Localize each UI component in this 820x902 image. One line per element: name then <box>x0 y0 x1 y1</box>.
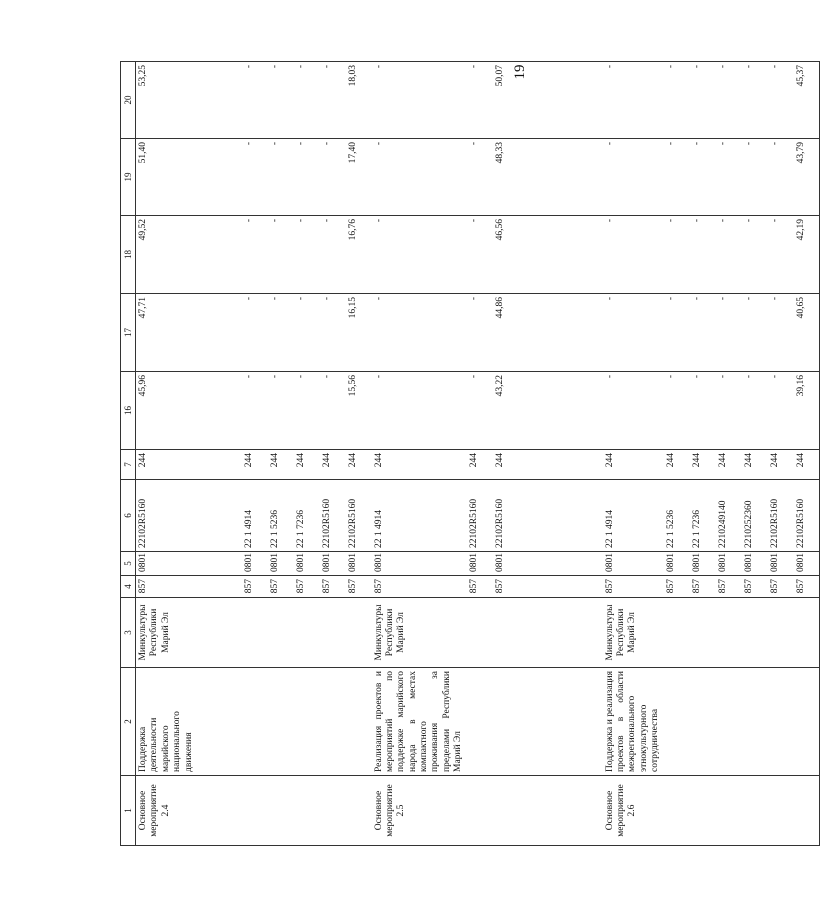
value-2020-cell: - <box>242 62 268 139</box>
value-2019-cell: - <box>294 139 320 216</box>
expense-type-cell: 244 <box>716 450 742 480</box>
executor-cell: Минкультуры Республики Марий Эл <box>372 598 467 668</box>
event-name-cell <box>493 776 603 846</box>
expense-type-cell: 244 <box>742 450 768 480</box>
section-cell: 0801 <box>664 552 690 576</box>
executor-cell <box>742 598 768 668</box>
section-cell: 0801 <box>768 552 794 576</box>
event-description-cell <box>346 668 372 776</box>
value-2019-cell: 43,79 <box>794 139 820 216</box>
grbs-cell: 857 <box>664 576 690 598</box>
value-2017-cell: - <box>742 294 768 372</box>
value-2017-cell: 40,65 <box>794 294 820 372</box>
value-2017-cell: - <box>268 294 294 372</box>
expense-type-cell: 244 <box>467 450 493 480</box>
value-2019-cell: - <box>268 139 294 216</box>
value-2016-cell: 43,22 <box>493 372 603 450</box>
table-row <box>690 62 716 846</box>
value-2017-cell: - <box>320 294 346 372</box>
grbs-cell: 857 <box>716 576 742 598</box>
value-2017-cell: - <box>242 294 268 372</box>
value-2016-cell: - <box>768 372 794 450</box>
value-2019-cell: 51,40 <box>136 139 242 216</box>
value-2019-cell: - <box>603 139 664 216</box>
value-2017-cell: - <box>372 294 467 372</box>
grbs-cell: 857 <box>467 576 493 598</box>
expense-type-cell: 244 <box>242 450 268 480</box>
executor-cell <box>716 598 742 668</box>
page-number: 19 <box>512 64 528 80</box>
executor-cell <box>346 598 372 668</box>
budget-table <box>120 61 820 846</box>
grbs-cell: 857 <box>768 576 794 598</box>
value-2020-cell: - <box>268 62 294 139</box>
value-2016-cell: - <box>242 372 268 450</box>
executor-cell <box>493 598 603 668</box>
value-2020-cell: - <box>768 62 794 139</box>
value-2018-cell: 16,76 <box>346 216 372 294</box>
column-header: 20 <box>121 62 136 139</box>
value-2020-cell: - <box>716 62 742 139</box>
target-article-cell: 22102R5160 <box>493 480 603 552</box>
section-cell: 0801 <box>320 552 346 576</box>
column-header: 2 <box>121 668 136 776</box>
value-2018-cell: 49,52 <box>136 216 242 294</box>
target-article-cell: 22102R5160 <box>794 480 820 552</box>
value-2019-cell: 48,33 <box>493 139 603 216</box>
value-2019-cell: - <box>242 139 268 216</box>
executor-cell <box>690 598 716 668</box>
value-2020-cell: - <box>603 62 664 139</box>
value-2020-cell: 53,25 <box>136 62 242 139</box>
expense-type-cell: 244 <box>372 450 467 480</box>
table-row <box>294 62 320 846</box>
column-header: 17 <box>121 294 136 372</box>
table-row <box>493 62 603 846</box>
section-cell: 0801 <box>493 552 603 576</box>
value-2016-cell: - <box>603 372 664 450</box>
target-article-cell: 22 1 7236 <box>294 480 320 552</box>
grbs-cell: 857 <box>742 576 768 598</box>
value-2020-cell: - <box>742 62 768 139</box>
event-description-cell <box>794 668 820 776</box>
value-2016-cell: - <box>320 372 346 450</box>
grbs-cell: 857 <box>603 576 664 598</box>
event-description-cell <box>742 668 768 776</box>
value-2018-cell: - <box>467 216 493 294</box>
grbs-cell: 857 <box>493 576 603 598</box>
grbs-cell: 857 <box>136 576 242 598</box>
event-name-cell <box>346 776 372 846</box>
target-article-cell: 22102R5160 <box>467 480 493 552</box>
table-row <box>136 62 242 846</box>
value-2017-cell: - <box>716 294 742 372</box>
grbs-cell: 857 <box>268 576 294 598</box>
target-article-cell: 22102R5160 <box>136 480 242 552</box>
executor-cell: Минкультуры Республики Марий Эл <box>603 598 664 668</box>
column-header: 4 <box>121 576 136 598</box>
value-2016-cell: - <box>372 372 467 450</box>
target-article-cell: 22 1 5236 <box>664 480 690 552</box>
event-name-cell <box>664 776 690 846</box>
grbs-cell: 857 <box>320 576 346 598</box>
section-cell: 0801 <box>794 552 820 576</box>
executor-cell: Минкультуры Республики Марий Эл <box>136 598 242 668</box>
event-description-cell: Реализация проектов и мероприятий по поддержке марийского народа в местах компактного проживания за пределами Республики Марий Эл <box>372 668 467 776</box>
value-2017-cell: - <box>664 294 690 372</box>
column-header: 1 <box>121 776 136 846</box>
executor-cell <box>467 598 493 668</box>
expense-type-cell: 244 <box>268 450 294 480</box>
event-description-cell <box>320 668 346 776</box>
event-description-cell <box>467 668 493 776</box>
section-cell: 0801 <box>242 552 268 576</box>
value-2018-cell: - <box>294 216 320 294</box>
section-cell: 0801 <box>294 552 320 576</box>
value-2016-cell: - <box>690 372 716 450</box>
table-row <box>603 62 664 846</box>
section-cell: 0801 <box>742 552 768 576</box>
event-name-cell <box>294 776 320 846</box>
column-header: 3 <box>121 598 136 668</box>
value-2020-cell: - <box>294 62 320 139</box>
grbs-cell: 857 <box>690 576 716 598</box>
value-2018-cell: - <box>742 216 768 294</box>
value-2019-cell: - <box>467 139 493 216</box>
expense-type-cell: 244 <box>346 450 372 480</box>
value-2018-cell: - <box>320 216 346 294</box>
table-row <box>664 62 690 846</box>
table-row <box>320 62 346 846</box>
table-row <box>242 62 268 846</box>
event-name-cell: Основное мероприятие 2.6 <box>603 776 664 846</box>
value-2017-cell: 47,71 <box>136 294 242 372</box>
column-header: 16 <box>121 372 136 450</box>
executor-cell <box>664 598 690 668</box>
value-2020-cell: - <box>467 62 493 139</box>
table-row <box>372 62 467 846</box>
section-cell: 0801 <box>268 552 294 576</box>
value-2019-cell: - <box>664 139 690 216</box>
value-2018-cell: - <box>664 216 690 294</box>
executor-cell <box>242 598 268 668</box>
event-name-cell <box>768 776 794 846</box>
expense-type-cell: 244 <box>690 450 716 480</box>
column-header: 7 <box>121 450 136 480</box>
event-name-cell <box>268 776 294 846</box>
value-2018-cell: - <box>690 216 716 294</box>
event-name-cell <box>467 776 493 846</box>
section-cell: 0801 <box>136 552 242 576</box>
budget-table-container <box>120 62 806 846</box>
column-header: 18 <box>121 216 136 294</box>
value-2016-cell: 15,56 <box>346 372 372 450</box>
event-name-cell: Основное мероприятие 2.5 <box>372 776 467 846</box>
value-2018-cell: - <box>268 216 294 294</box>
target-article-cell: 22 1 4914 <box>603 480 664 552</box>
event-description-cell <box>716 668 742 776</box>
event-name-cell <box>690 776 716 846</box>
section-cell: 0801 <box>603 552 664 576</box>
header-row <box>121 62 136 846</box>
executor-cell <box>794 598 820 668</box>
section-cell: 0801 <box>467 552 493 576</box>
executor-cell <box>268 598 294 668</box>
table-row <box>467 62 493 846</box>
value-2016-cell: 45,96 <box>136 372 242 450</box>
executor-cell <box>320 598 346 668</box>
expense-type-cell: 244 <box>136 450 242 480</box>
event-description-cell <box>268 668 294 776</box>
section-cell: 0801 <box>690 552 716 576</box>
table-row <box>716 62 742 846</box>
target-article-cell: 22 1 4914 <box>242 480 268 552</box>
value-2017-cell: - <box>690 294 716 372</box>
grbs-cell: 857 <box>346 576 372 598</box>
expense-type-cell: 244 <box>664 450 690 480</box>
value-2016-cell: - <box>664 372 690 450</box>
value-2018-cell: 42,19 <box>794 216 820 294</box>
value-2020-cell: - <box>664 62 690 139</box>
column-header: 5 <box>121 552 136 576</box>
target-article-cell: 22 1 4914 <box>372 480 467 552</box>
event-name-cell <box>716 776 742 846</box>
value-2016-cell: - <box>742 372 768 450</box>
value-2018-cell: 46,56 <box>493 216 603 294</box>
expense-type-cell: 244 <box>493 450 603 480</box>
value-2020-cell: 45,37 <box>794 62 820 139</box>
section-cell: 0801 <box>716 552 742 576</box>
event-name-cell <box>320 776 346 846</box>
value-2016-cell: - <box>716 372 742 450</box>
grbs-cell: 857 <box>242 576 268 598</box>
value-2017-cell: - <box>603 294 664 372</box>
target-article-cell: 22102R5160 <box>320 480 346 552</box>
value-2018-cell: - <box>372 216 467 294</box>
value-2020-cell: 18,03 <box>346 62 372 139</box>
event-description-cell <box>768 668 794 776</box>
event-description-cell: Поддержка и реализация проектов в области межрегионального этнокультурного сотрудничества <box>603 668 664 776</box>
value-2018-cell: - <box>242 216 268 294</box>
section-cell: 0801 <box>346 552 372 576</box>
expense-type-cell: 244 <box>768 450 794 480</box>
target-article-cell: 2210249140 <box>716 480 742 552</box>
value-2019-cell: - <box>372 139 467 216</box>
value-2019-cell: - <box>768 139 794 216</box>
event-name-cell <box>794 776 820 846</box>
value-2017-cell: - <box>294 294 320 372</box>
event-description-cell <box>664 668 690 776</box>
value-2020-cell: - <box>320 62 346 139</box>
event-description-cell <box>294 668 320 776</box>
target-article-cell: 22102R5160 <box>346 480 372 552</box>
column-header: 6 <box>121 480 136 552</box>
expense-type-cell: 244 <box>794 450 820 480</box>
target-article-cell: 22102R5160 <box>768 480 794 552</box>
value-2019-cell: 17,40 <box>346 139 372 216</box>
event-name-cell <box>742 776 768 846</box>
expense-type-cell: 244 <box>603 450 664 480</box>
value-2017-cell: 44,86 <box>493 294 603 372</box>
expense-type-cell: 244 <box>320 450 346 480</box>
value-2019-cell: - <box>320 139 346 216</box>
event-description-cell <box>690 668 716 776</box>
event-description-cell <box>242 668 268 776</box>
table-row <box>768 62 794 846</box>
value-2018-cell: - <box>603 216 664 294</box>
value-2016-cell: - <box>467 372 493 450</box>
event-name-cell <box>242 776 268 846</box>
table-row <box>742 62 768 846</box>
table-row <box>268 62 294 846</box>
column-header: 19 <box>121 139 136 216</box>
value-2017-cell: - <box>768 294 794 372</box>
table-row <box>794 62 820 846</box>
event-description-cell: Поддержка деятельности марийского национального движения <box>136 668 242 776</box>
value-2017-cell: 16,15 <box>346 294 372 372</box>
value-2020-cell: 50,07 <box>493 62 603 139</box>
value-2016-cell: 39,16 <box>794 372 820 450</box>
event-description-cell <box>493 668 603 776</box>
value-2020-cell: - <box>690 62 716 139</box>
target-article-cell: 22 1 7236 <box>690 480 716 552</box>
expense-type-cell: 244 <box>294 450 320 480</box>
executor-cell <box>294 598 320 668</box>
event-name-cell: Основное мероприятие 2.4 <box>136 776 242 846</box>
value-2018-cell: - <box>768 216 794 294</box>
section-cell: 0801 <box>372 552 467 576</box>
target-article-cell: 2210252360 <box>742 480 768 552</box>
value-2019-cell: - <box>716 139 742 216</box>
value-2018-cell: - <box>716 216 742 294</box>
value-2019-cell: - <box>690 139 716 216</box>
executor-cell <box>768 598 794 668</box>
table-body <box>136 62 820 846</box>
grbs-cell: 857 <box>294 576 320 598</box>
grbs-cell: 857 <box>372 576 467 598</box>
target-article-cell: 22 1 5236 <box>268 480 294 552</box>
value-2016-cell: - <box>294 372 320 450</box>
grbs-cell: 857 <box>794 576 820 598</box>
value-2020-cell: - <box>372 62 467 139</box>
value-2016-cell: - <box>268 372 294 450</box>
value-2019-cell: - <box>742 139 768 216</box>
value-2017-cell: - <box>467 294 493 372</box>
table-row <box>346 62 372 846</box>
